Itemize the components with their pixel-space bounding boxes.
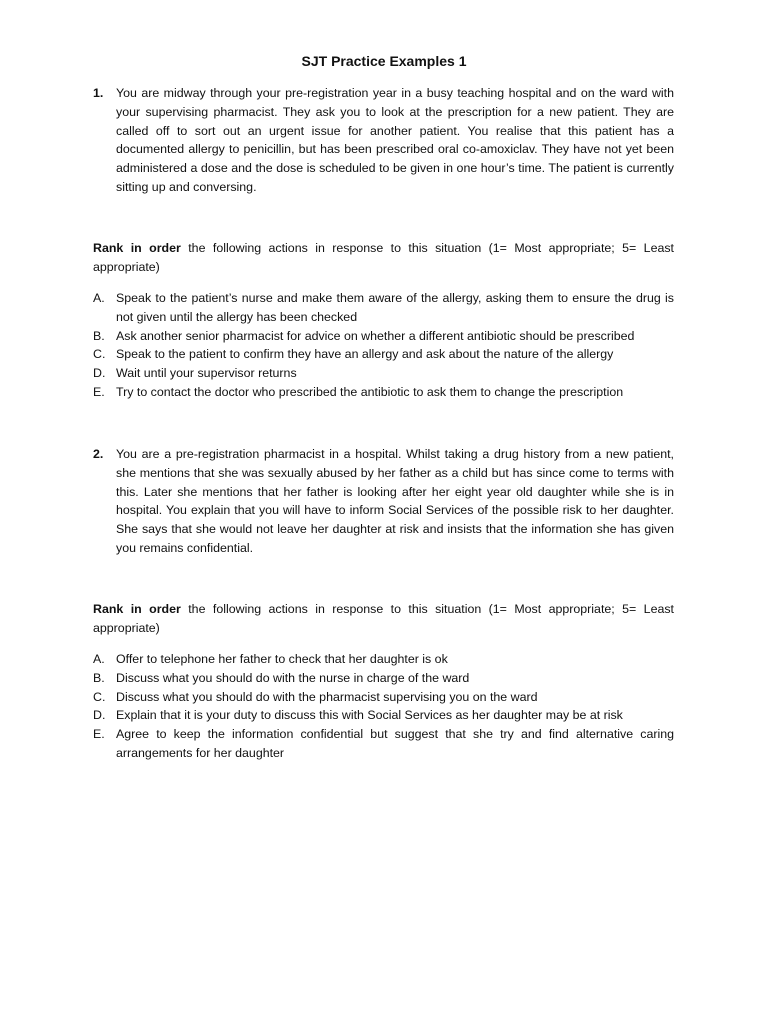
option-text: Discuss what you should do with the pharmacist supervising you on the ward: [116, 689, 538, 704]
option-letter: D.: [93, 708, 106, 723]
question-1: [93, 84, 674, 197]
option-item: [93, 383, 674, 402]
rank-instruction-1: [93, 239, 674, 277]
option-item: [93, 650, 674, 669]
option-letter: E.: [93, 727, 105, 742]
option-item: [93, 345, 674, 364]
question-number: 2.: [93, 447, 104, 461]
option-text: Ask another senior pharmacist for advice on whether a different antibiotic should be prescribed: [116, 328, 635, 343]
rank-instruction-bold: Rank in order: [93, 241, 181, 255]
option-text: Agree to keep the information confidential but suggest that she try and find alternative caring arrangements for her daughter: [116, 727, 674, 760]
option-letter: A.: [93, 291, 105, 305]
page-title: SJT Practice Examples 1: [301, 53, 467, 69]
rank-instruction-text: the following actions in response to this situation (1= Most appropriate; 5= Least appropriate): [93, 241, 674, 274]
option-letter: A.: [93, 652, 105, 666]
question-2: [93, 445, 674, 558]
option-item: [93, 688, 674, 707]
option-letter: D.: [93, 366, 106, 381]
option-item: [93, 725, 674, 763]
option-letter: E.: [93, 384, 105, 399]
option-letter: B.: [93, 328, 105, 343]
option-text: Explain that it is your duty to discuss this with Social Services as her daughter may be at risk: [116, 708, 623, 723]
options-list-1: [93, 289, 674, 402]
option-item: [93, 364, 674, 383]
option-item: [93, 706, 674, 725]
option-item: [93, 669, 674, 688]
option-text: Speak to the patient to confirm they have an allergy and ask about the nature of the allergy: [116, 347, 614, 362]
option-letter: C.: [93, 347, 106, 362]
option-text: Try to contact the doctor who prescribed the antibiotic to ask them to change the prescription: [116, 384, 624, 399]
question-text: You are a pre-registration pharmacist in a hospital. Whilst taking a drug history from a new patient, she mentions that she was sexually abused by her father as a child but has since come to terms with this. Later she mentions that her father is looking after her eight year old daughter while she is in hospital. You explain that you will have to inform Social Services of the possible risk to her daughter. She says that she would not leave her daughter at risk and insists that the information she has given you remains confidential.: [116, 447, 674, 555]
option-letter: B.: [93, 670, 105, 685]
rank-instruction-text: the following actions in response to this situation (1= Most appropriate; 5= Least appropriate): [93, 602, 674, 635]
option-item: [93, 327, 674, 346]
options-list-2: [93, 650, 674, 763]
option-text: Offer to telephone her father to check that her daughter is ok: [116, 652, 448, 666]
rank-instruction-2: [93, 600, 674, 638]
rank-instruction-bold: Rank in order: [93, 602, 181, 616]
question-text: You are midway through your pre-registration year in a busy teaching hospital and on the ward with your supervising pharmacist. They ask you to look at the prescription for a new patient. They are called off to sort out an urgent issue for another patient. You realise that this patient has a documented allergy to penicillin, but has been prescribed oral co-amoxiclav. They have not yet been administered a dose and the dose is scheduled to be given in one hour’s time. The patient is currently sitting up and conversing.: [116, 86, 674, 194]
question-number: 1.: [93, 86, 104, 100]
option-text: Speak to the patient’s nurse and make them aware of the allergy, asking them to ensure the drug is not given until the allergy has been checked: [116, 291, 674, 324]
option-letter: C.: [93, 689, 106, 704]
option-text: Wait until your supervisor returns: [116, 366, 297, 381]
option-text: Discuss what you should do with the nurse in charge of the ward: [116, 670, 470, 685]
option-item: [93, 289, 674, 327]
